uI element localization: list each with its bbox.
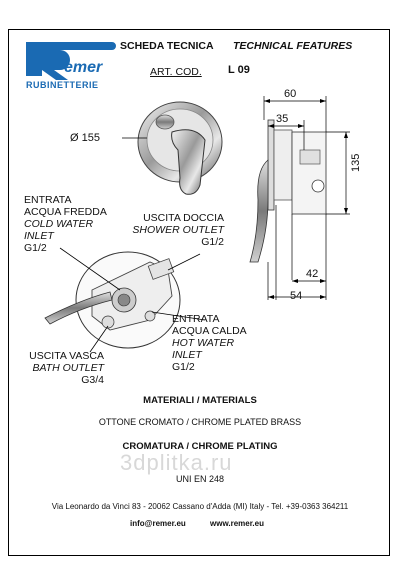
title-italian: SCHEDA TECNICA	[120, 40, 214, 52]
dimension-60: 60	[284, 88, 297, 100]
bath-outlet-label: USCITA VASCA BATH OUTLET G3/4	[29, 350, 104, 386]
plating-title: CROMATURA / CHROME PLATING	[122, 441, 278, 452]
title-english: TECHNICAL FEATURES	[233, 40, 353, 52]
dimension-135: 135	[350, 153, 362, 172]
mixer-body-perspective	[45, 252, 180, 348]
watermark: 3dplitka.ru	[120, 450, 233, 475]
art-cod-label: ART. COD.	[150, 66, 202, 78]
dimension-54: 54	[290, 290, 303, 302]
art-cod-value: L 09	[228, 64, 250, 76]
materials-value: OTTONE CROMATO / CHROME PLATED BRASS	[98, 417, 302, 427]
dimension-35: 35	[276, 113, 289, 125]
dimension-42: 42	[306, 268, 319, 280]
contact-email[interactable]: info@remer.eu	[130, 519, 186, 528]
brand-subtitle: RUBINETTERIE	[26, 80, 99, 90]
hot-inlet-label: ENTRATA ACQUA CALDA HOT WATER INLET G1/2	[172, 313, 247, 373]
plating-value: UNI EN 248	[175, 474, 225, 484]
materials-title: MATERIALI / MATERIALS	[143, 395, 257, 406]
cold-inlet-label: ENTRATA ACQUA FREDDA COLD WATER INLET G1/2	[24, 194, 107, 254]
company-address: Via Leonardo da Vinci 83 - 20062 Cassano d'Adda (MI) Italy - Tel. +39-0363 364211	[51, 502, 349, 511]
svg-text:emer: emer	[64, 59, 103, 76]
mixer-front-view	[138, 102, 222, 194]
contact-website[interactable]: www.remer.eu	[210, 519, 264, 528]
diameter-label: Ø 155	[70, 132, 100, 144]
shower-outlet-label: USCITA DOCCIA SHOWER OUTLET G1/2	[132, 212, 224, 248]
